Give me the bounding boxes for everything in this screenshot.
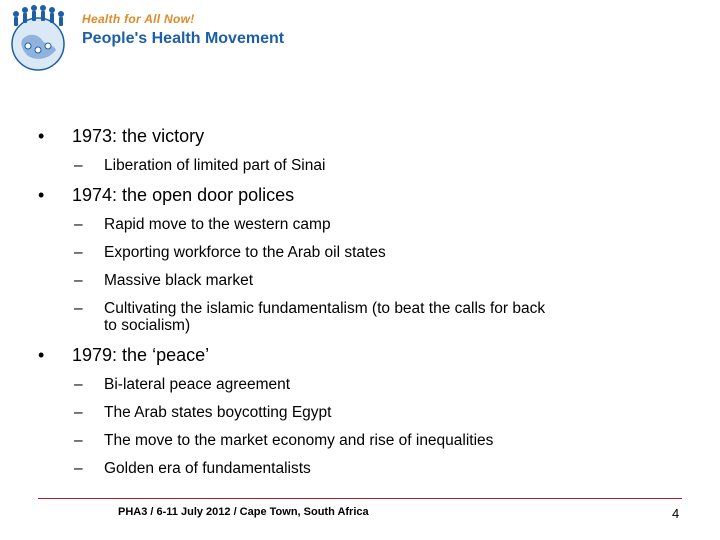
sub-bullet-dash-icon: – bbox=[74, 244, 83, 261]
sub-bullet-dash-icon: – bbox=[74, 460, 83, 477]
page-number: 4 bbox=[672, 506, 680, 521]
bullet-dot-icon: • bbox=[38, 345, 45, 365]
sub-bullet-dash-icon: – bbox=[74, 404, 83, 421]
logo-org-name: People's Health Movement bbox=[82, 30, 285, 47]
sub-bullet-text: Rapid move to the western camp bbox=[104, 216, 331, 233]
footer-conference-text: PHA3 / 6-11 July 2012 / Cape Town, South Africa bbox=[118, 506, 369, 518]
sub-bullet-text: Bi-lateral peace agreement bbox=[104, 376, 291, 393]
sub-bullet-dash-icon: – bbox=[74, 216, 83, 233]
sub-bullet-text: The Arab states boycotting Egypt bbox=[104, 404, 332, 421]
logo-tagline: Health for All Now! bbox=[82, 12, 195, 26]
sub-bullet-dash-icon: – bbox=[74, 376, 83, 393]
bullet-dot-icon: • bbox=[38, 126, 45, 146]
sub-bullet-dash-icon: – bbox=[74, 300, 83, 317]
sub-bullet-text: to socialism) bbox=[104, 317, 191, 334]
bullet-text: 1974: the open door polices bbox=[72, 185, 295, 205]
bullet-text: 1973: the victory bbox=[72, 126, 205, 146]
sub-bullet-text: Liberation of limited part of Sinai bbox=[104, 157, 326, 174]
sub-bullet-dash-icon: – bbox=[74, 157, 83, 174]
bullet-text: 1979: the ‘peace’ bbox=[72, 345, 210, 365]
sub-bullet-text: Golden era of fundamentalists bbox=[104, 460, 311, 477]
sub-bullet-text: Massive black market bbox=[104, 272, 254, 289]
sub-bullet-dash-icon: – bbox=[74, 272, 83, 289]
sub-bullet-dash-icon: – bbox=[74, 432, 83, 449]
bullet-dot-icon: • bbox=[38, 185, 45, 205]
footer-divider bbox=[38, 498, 682, 499]
sub-bullet-text: The move to the market economy and rise of inequalities bbox=[104, 432, 494, 449]
sub-bullet-text: Exporting workforce to the Arab oil states bbox=[104, 244, 386, 261]
sub-bullet-text: Cultivating the islamic fundamentalism (to beat the calls for back bbox=[104, 300, 546, 317]
